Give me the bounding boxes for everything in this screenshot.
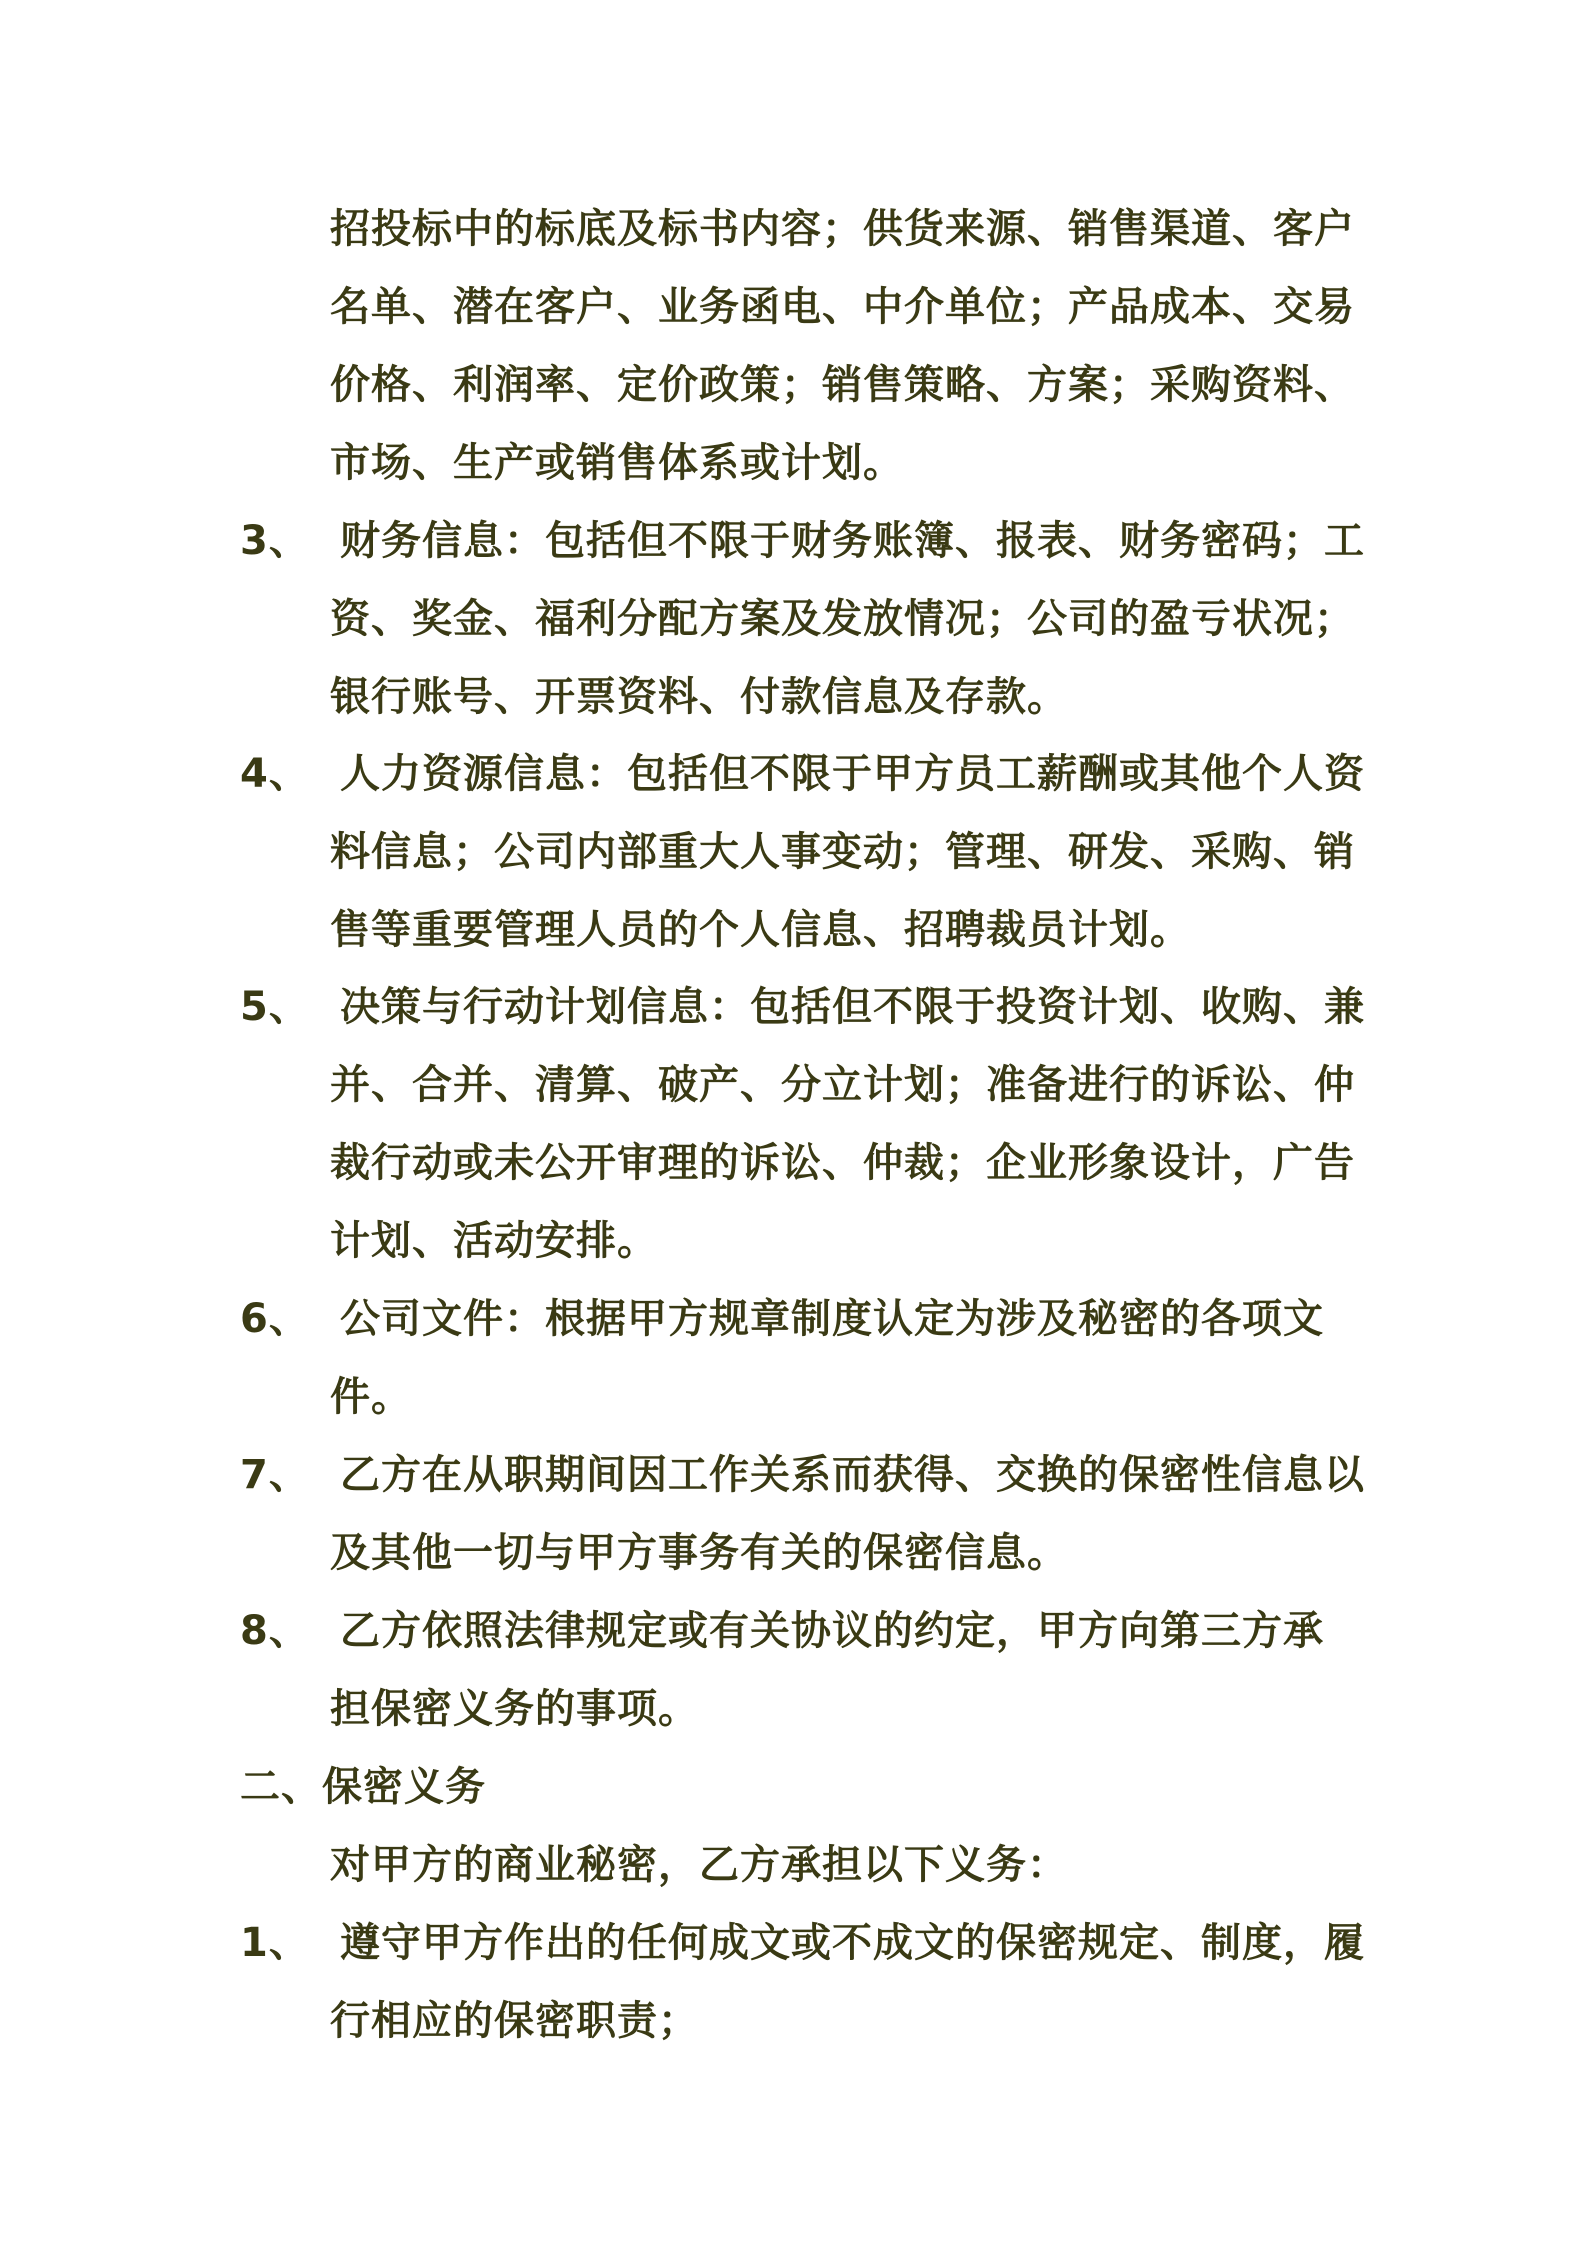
list-item-4 — [240, 735, 1365, 969]
text-line: 料信息；公司内部重大人事变动；管理、研发、采购、销 — [330, 829, 1355, 875]
text-line: 行相应的保密职责； — [330, 1998, 699, 2044]
text-line: 资、奖金、福利分配方案及发放情况；公司的盈亏状况； — [330, 596, 1355, 642]
item-number: 5、 — [240, 984, 310, 1030]
text-line: 售等重要管理人员的个人信息、招聘裁员计划。 — [330, 907, 1191, 953]
text-line: 计划、活动安排。 — [330, 1218, 658, 1264]
text-line: 件。 — [330, 1374, 412, 1420]
item-number: 3、 — [240, 518, 310, 564]
item-number: 4、 — [240, 751, 310, 797]
section-2 — [240, 1748, 1360, 1904]
text-line: 遵守甲方作出的任何成文或不成文的保密规定、制度，履 — [340, 1920, 1365, 1966]
text-line: 财务信息：包括但不限于财务账簿、报表、财务密码；工 — [340, 518, 1365, 564]
text-line: 乙方在从职期间因工作关系而获得、交换的保密性信息以 — [340, 1452, 1365, 1498]
text-line: 人力资源信息：包括但不限于甲方员工薪酬或其他个人资 — [340, 751, 1365, 797]
text-line: 名单、潜在客户、业务函电、中介单位；产品成本、交易 — [330, 284, 1355, 330]
list-item-6 — [240, 1280, 1360, 1436]
list-item-5 — [240, 968, 1365, 1280]
text-line: 决策与行动计划信息：包括但不限于投资计划、收购、兼 — [340, 984, 1365, 1030]
text-line: 招投标中的标底及标书内容；供货来源、销售渠道、客户 — [330, 206, 1355, 252]
section-2-item-1 — [240, 1904, 1365, 2060]
text-line: 并、合并、清算、破产、分立计划；准备进行的诉讼、仲 — [330, 1062, 1355, 1108]
item-number: 1、 — [240, 1920, 310, 1966]
item-number: 8、 — [240, 1608, 310, 1654]
item-number: 6、 — [240, 1296, 310, 1342]
text-line: 价格、利润率、定价政策；销售策略、方案；采购资料、 — [330, 362, 1355, 408]
section-heading: 二、保密义务 — [240, 1764, 486, 1810]
text-line: 及其他一切与甲方事务有关的保密信息。 — [330, 1530, 1068, 1576]
list-item-7 — [240, 1436, 1365, 1592]
text-line: 市场、生产或销售体系或计划。 — [330, 440, 904, 486]
item-number: 7、 — [240, 1452, 310, 1498]
text-line: 银行账号、开票资料、付款信息及存款。 — [330, 674, 1068, 720]
list-item-3 — [240, 502, 1365, 736]
text-line: 乙方依照法律规定或有关协议的约定，甲方向第三方承 — [340, 1608, 1324, 1654]
text-line: 担保密义务的事项。 — [330, 1686, 699, 1732]
continuation-paragraph — [240, 190, 1360, 502]
text-line: 裁行动或未公开审理的诉讼、仲裁；企业形象设计，广告 — [330, 1140, 1355, 1186]
list-item-8 — [240, 1592, 1360, 1748]
text-line: 公司文件：根据甲方规章制度认定为涉及秘密的各项文 — [340, 1296, 1324, 1342]
section-intro: 对甲方的商业秘密，乙方承担以下义务： — [330, 1842, 1068, 1888]
